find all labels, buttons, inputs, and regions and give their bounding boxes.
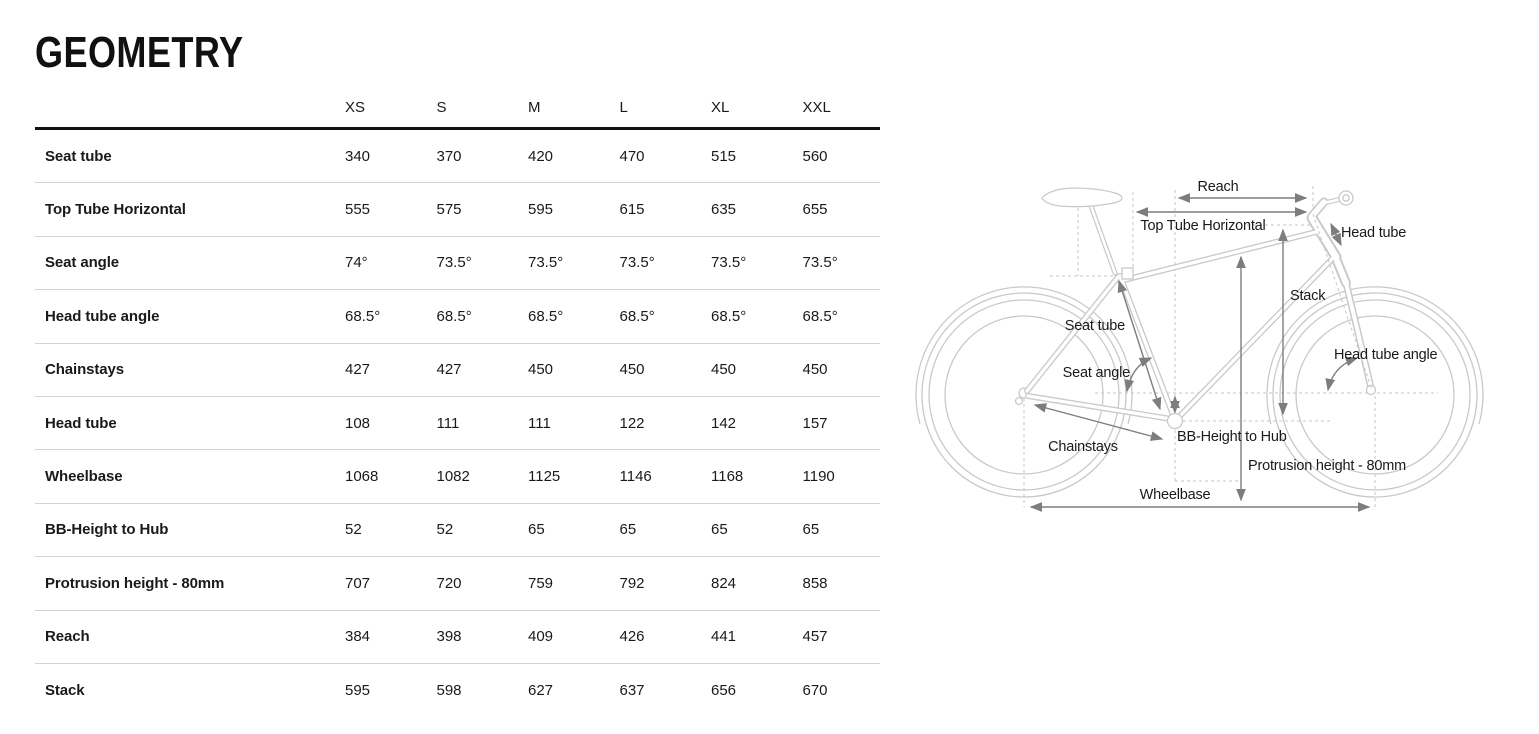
row-label: Chainstays	[45, 361, 125, 379]
cell-value-xs: 340	[345, 147, 371, 165]
cell-value-xxl: 1190	[802, 468, 835, 486]
row-label: Seat angle	[45, 254, 120, 272]
cell-value-xs: 52	[345, 521, 362, 539]
cell-value-s: 68.5°	[436, 307, 472, 325]
bike-geometry-diagram	[905, 160, 1505, 525]
label-protrusion-height: Protrusion height - 80mm	[1248, 458, 1406, 474]
row-label: Stack	[45, 682, 85, 700]
cell-value-xl: 824	[711, 574, 737, 592]
cell-value-m: 1125	[528, 468, 561, 486]
size-column-header: XXL	[802, 99, 831, 116]
cell-value-l: 792	[619, 574, 645, 592]
cell-value-m: 73.5°	[528, 254, 564, 272]
cell-value-xxl: 655	[802, 201, 828, 219]
row-label: Wheelbase	[45, 468, 123, 486]
cell-value-xs: 427	[345, 361, 371, 379]
seat-tube-arrow	[1119, 281, 1160, 409]
cell-value-m: 111	[528, 414, 551, 432]
table-row	[35, 397, 880, 450]
cell-value-xxl: 560	[802, 147, 828, 165]
cell-value-xl: 515	[711, 147, 737, 165]
cell-value-xs: 555	[345, 201, 371, 219]
label-stack: Stack	[1290, 288, 1326, 304]
cell-value-xl: 68.5°	[711, 307, 747, 325]
cell-value-xs: 384	[345, 628, 371, 646]
cell-value-s: 427	[436, 361, 462, 379]
cell-value-xxl: 68.5°	[802, 307, 838, 325]
label-head-tube: Head tube	[1341, 225, 1407, 241]
table-row	[35, 183, 880, 236]
cell-value-xl: 635	[711, 201, 737, 219]
cell-value-m: 450	[528, 361, 554, 379]
cell-value-xl: 65	[711, 521, 728, 539]
cell-value-l: 1146	[619, 468, 652, 486]
cell-value-xl: 450	[711, 361, 737, 379]
size-column-header: S	[436, 99, 447, 116]
size-column-header: XS	[345, 99, 366, 116]
table-row	[35, 237, 880, 290]
derailleur-hanger	[1016, 398, 1023, 405]
cell-value-m: 65	[528, 521, 545, 539]
cell-value-m: 595	[528, 201, 554, 219]
table-row	[35, 130, 880, 183]
geometry-table	[35, 88, 880, 717]
bike-diagram-svg	[905, 160, 1505, 525]
cell-value-xxl: 450	[802, 361, 828, 379]
rear-fender	[916, 287, 1132, 424]
cell-value-xxl: 457	[802, 628, 828, 646]
saddle	[1042, 188, 1122, 207]
row-label: Head tube	[45, 414, 117, 432]
cell-value-s: 575	[436, 201, 462, 219]
cell-value-xs: 707	[345, 574, 371, 592]
cell-value-xs: 595	[345, 682, 371, 700]
label-head-tube-angle: Head tube angle	[1334, 347, 1438, 363]
table-row	[35, 611, 880, 664]
cell-value-m: 420	[528, 147, 554, 165]
cell-value-l: 615	[619, 201, 645, 219]
size-column-header: XL	[711, 99, 730, 116]
table-row	[35, 557, 880, 610]
row-label: Head tube angle	[45, 307, 160, 325]
cell-value-xxl: 670	[802, 682, 828, 700]
geometry-table-body	[35, 130, 880, 717]
table-row	[35, 290, 880, 343]
table-row	[35, 344, 880, 397]
cell-value-s: 598	[436, 682, 462, 700]
table-row	[35, 504, 880, 557]
cell-value-xl: 656	[711, 682, 737, 700]
cell-value-s: 370	[436, 147, 462, 165]
label-top-tube-horizontal: Top Tube Horizontal	[1140, 218, 1266, 234]
cell-value-s: 398	[436, 628, 462, 646]
label-chainstays: Chainstays	[1048, 439, 1118, 455]
label-bb-height-to-hub: BB-Height to Hub	[1177, 429, 1287, 445]
cell-value-xl: 142	[711, 414, 737, 432]
row-label: Seat tube	[45, 147, 112, 165]
cell-value-xl: 1168	[711, 468, 744, 486]
cell-value-xxl: 858	[802, 574, 828, 592]
cell-value-xs: 108	[345, 414, 371, 432]
table-row	[35, 664, 880, 717]
cell-value-m: 409	[528, 628, 554, 646]
cell-value-m: 759	[528, 574, 554, 592]
diagram-labels	[1048, 179, 1437, 503]
cell-value-l: 470	[619, 147, 645, 165]
cell-value-xs: 68.5°	[345, 307, 381, 325]
cell-value-m: 68.5°	[528, 307, 564, 325]
cell-value-s: 52	[436, 521, 454, 539]
row-label: Protrusion height - 80mm	[45, 574, 225, 592]
cell-value-s: 111	[436, 414, 460, 432]
cell-value-xs: 1068	[345, 468, 379, 486]
cell-value-xxl: 157	[802, 414, 828, 432]
cell-value-m: 627	[528, 682, 554, 700]
row-label: Reach	[45, 628, 90, 646]
size-column-header: L	[619, 99, 628, 116]
cell-value-s: 1082	[436, 468, 470, 486]
size-column-header: M	[528, 99, 541, 116]
cell-value-l: 122	[619, 414, 645, 432]
page-title: GEOMETRY	[35, 28, 244, 77]
cell-value-l: 450	[619, 361, 645, 379]
label-seat-angle: Seat angle	[1062, 365, 1130, 381]
cell-value-l: 426	[619, 628, 645, 646]
cell-value-s: 73.5°	[436, 254, 472, 272]
cell-value-s: 720	[436, 574, 462, 592]
cell-value-xs: 74°	[345, 254, 368, 272]
cell-value-xxl: 65	[802, 521, 820, 539]
label-wheelbase: Wheelbase	[1139, 487, 1211, 503]
row-label: Top Tube Horizontal	[45, 201, 186, 219]
label-seat-tube: Seat tube	[1064, 318, 1125, 334]
bottom-bracket	[1168, 414, 1183, 429]
table-row	[35, 450, 880, 503]
label-reach: Reach	[1197, 179, 1239, 195]
cell-value-xl: 441	[711, 628, 737, 646]
seat-clamp	[1122, 268, 1133, 279]
cell-value-l: 637	[619, 682, 645, 700]
cell-value-l: 68.5°	[619, 307, 655, 325]
cell-value-l: 73.5°	[619, 254, 655, 272]
size-header-row	[35, 88, 880, 130]
cell-value-xl: 73.5°	[711, 254, 747, 272]
row-label: BB-Height to Hub	[45, 521, 169, 539]
cell-value-l: 65	[619, 521, 637, 539]
cell-value-xxl: 73.5°	[802, 254, 838, 272]
